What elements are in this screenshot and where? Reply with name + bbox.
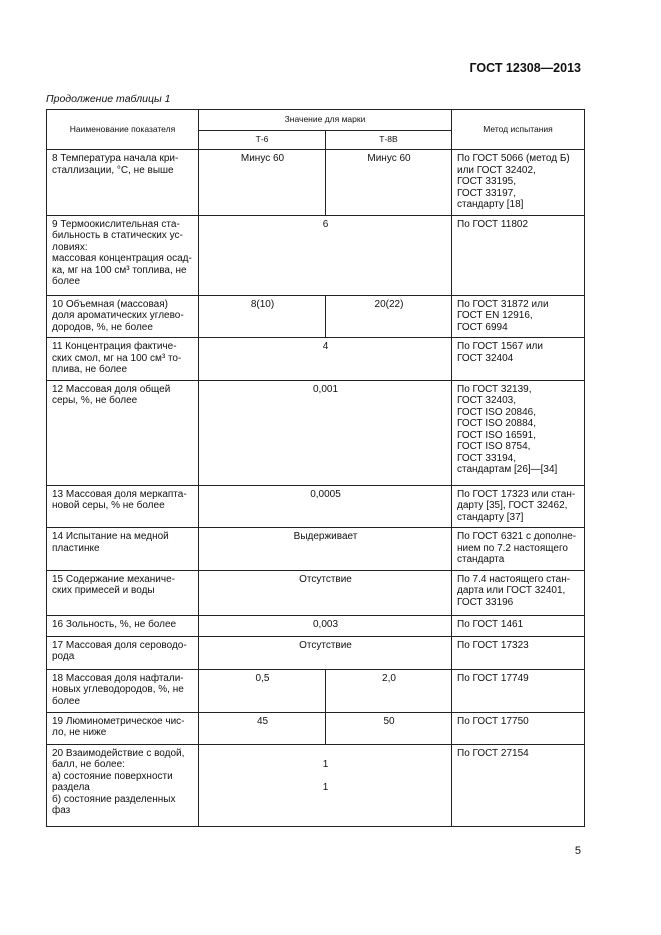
row-name: 20 Взаимодействие с водой, балл, не более: а) состояние поверхности раздела б) состояние разделенных фаз bbox=[47, 744, 199, 826]
row-value-t8v: 50 bbox=[326, 712, 452, 744]
row-method: По ГОСТ 31872 или ГОСТ EN 12916, ГОСТ 6994 bbox=[452, 295, 585, 338]
row-name: 9 Термоокислительная ста- бильность в статических ус- ловиях: массовая концентрация осад- ка, мг на 100 см³ топлива, не более bbox=[47, 215, 199, 295]
row-value-t6: 45 bbox=[199, 712, 326, 744]
row-method: По ГОСТ 1567 или ГОСТ 32404 bbox=[452, 338, 585, 381]
table-row bbox=[47, 485, 585, 528]
row-value-common: 0,003 bbox=[199, 615, 452, 636]
table-row bbox=[47, 528, 585, 571]
row-name: 8 Температура начала кри- сталлизации, °С, не выше bbox=[47, 150, 199, 216]
row-method: По ГОСТ 27154 bbox=[452, 744, 585, 826]
column-header-method: Метод испытания bbox=[452, 110, 585, 150]
table-row bbox=[47, 712, 585, 744]
row-value-common: 0,0005 bbox=[199, 485, 452, 528]
row-name: 18 Массовая доля нафтали- новых углеводородов, %, не более bbox=[47, 669, 199, 712]
row-method: По ГОСТ 11802 bbox=[452, 215, 585, 295]
row-value-common: 0,001 bbox=[199, 380, 452, 485]
row-name: 17 Массовая доля сероводо- рода bbox=[47, 636, 199, 669]
table-row bbox=[47, 295, 585, 338]
row-value-common bbox=[199, 744, 452, 826]
row-name: 12 Массовая доля общей серы, %, не более bbox=[47, 380, 199, 485]
table-row bbox=[47, 615, 585, 636]
row-value-common: Отсутствие bbox=[199, 636, 452, 669]
row-method: По ГОСТ 5066 (метод Б) или ГОСТ 32402, ГОСТ 33195, ГОСТ 33197, стандарту [18] bbox=[452, 150, 585, 216]
value-surface: 1 bbox=[322, 759, 329, 770]
row-value-t8v: 2,0 bbox=[326, 669, 452, 712]
table-row bbox=[47, 215, 585, 295]
row-method: По ГОСТ 17750 bbox=[452, 712, 585, 744]
row-method: По ГОСТ 17323 или стан- дарту [35], ГОСТ 32462, стандарту [37] bbox=[452, 485, 585, 528]
table-row bbox=[47, 636, 585, 669]
row-method: По ГОСТ 32139, ГОСТ 32403, ГОСТ ISO 20846, ГОСТ ISO 20884, ГОСТ ISO 16591, ГОСТ ISO 8754, ГОСТ 33194, стандартам [26]—[34] bbox=[452, 380, 585, 485]
row-method: По ГОСТ 17323 bbox=[452, 636, 585, 669]
row-method: По ГОСТ 1461 bbox=[452, 615, 585, 636]
document-id: ГОСТ 12308—2013 bbox=[469, 61, 581, 75]
column-header-name: Наименование показателя bbox=[47, 110, 199, 150]
column-header-grade-t8v: Т-8В bbox=[326, 131, 452, 150]
row-name: 10 Объемная (массовая) доля ароматических углево- дородов, %, не более bbox=[47, 295, 199, 338]
row-name: 16 Зольность, %, не более bbox=[47, 615, 199, 636]
row-value-t8v: 20(22) bbox=[326, 295, 452, 338]
row-name: 19 Люминометрическое чис- ло, не ниже bbox=[47, 712, 199, 744]
table-row bbox=[47, 150, 585, 216]
row-value-common: Отсутствие bbox=[199, 570, 452, 615]
row-name: 15 Содержание механиче- ских примесей и воды bbox=[47, 570, 199, 615]
row-method: По ГОСТ 6321 с дополне- нием по 7.2 настоящего стандарта bbox=[452, 528, 585, 571]
row-value-t6: 0,5 bbox=[199, 669, 326, 712]
row-value-t8v: Минус 60 bbox=[326, 150, 452, 216]
row-value-common: 6 bbox=[199, 215, 452, 295]
table-row bbox=[47, 669, 585, 712]
row-value-common: 4 bbox=[199, 338, 452, 381]
row-method: По ГОСТ 17749 bbox=[452, 669, 585, 712]
table-row bbox=[47, 380, 585, 485]
row-name: 13 Массовая доля меркапта- новой серы, % не более bbox=[47, 485, 199, 528]
row-value-t6: 8(10) bbox=[199, 295, 326, 338]
row-name: 11 Концентрация фактиче- ских смол, мг на 100 см³ то- плива, не более bbox=[47, 338, 199, 381]
table-row bbox=[47, 744, 585, 826]
column-header-value-group: Значение для марки bbox=[199, 110, 452, 131]
row-name: 14 Испытание на медной пластинке bbox=[47, 528, 199, 571]
value-phases: 1 bbox=[322, 782, 329, 793]
row-method: По 7.4 настоящего стан- дарта или ГОСТ 32401, ГОСТ 33196 bbox=[452, 570, 585, 615]
table-row bbox=[47, 570, 585, 615]
row-value-t6: Минус 60 bbox=[199, 150, 326, 216]
page-number: 5 bbox=[574, 845, 581, 857]
table-row bbox=[47, 338, 585, 381]
row-value-common: Выдерживает bbox=[199, 528, 452, 571]
table-caption: Продолжение таблицы 1 bbox=[46, 93, 171, 105]
properties-table bbox=[46, 109, 585, 827]
column-header-grade-t6: Т-6 bbox=[199, 131, 326, 150]
